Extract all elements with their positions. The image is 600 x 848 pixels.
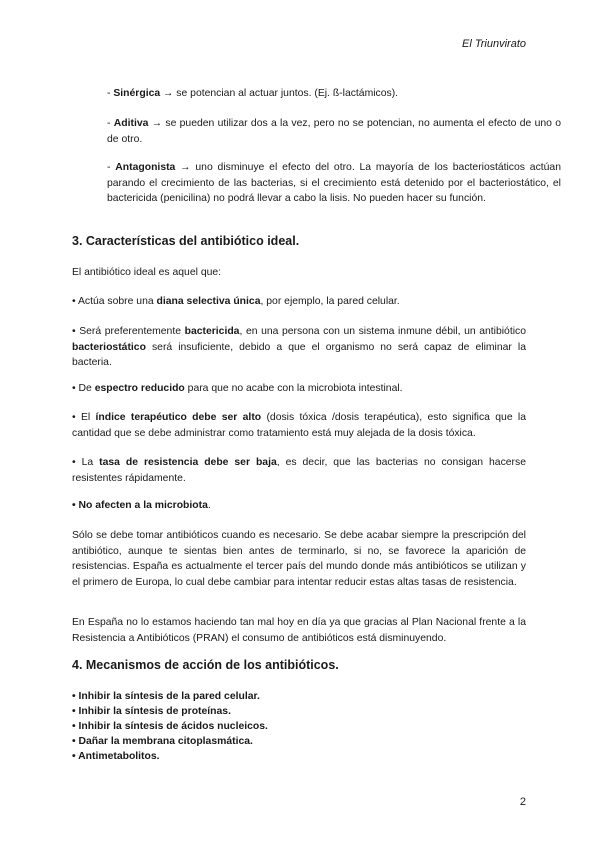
- b4-post: (dosis tóxica /dosis terapéutica), esto significa que la cantidad que se debe administrar como tratamiento está muy alejada de la dosis tóxica.: [72, 412, 527, 439]
- b1-post: , por ejemplo, la pared celular.: [260, 296, 400, 307]
- term-aditiva: Aditiva: [113, 118, 149, 129]
- section-4-heading: 4. Mecanismos de acción de los antibióticos.: [72, 658, 339, 672]
- b2-mid: , en una persona con un sistema inmune débil, un antibiótico: [239, 326, 527, 337]
- page-number: 2: [519, 796, 526, 808]
- b2-bold2: bacteriostático: [72, 341, 146, 353]
- b2-pre: • Será preferentemente: [72, 326, 185, 337]
- b2-bold1: bactericida: [184, 326, 240, 337]
- interaction-sinergica: - Sinérgica → se potencian al actuar juntos. (Ej. ß-lactámicos).: [107, 88, 399, 99]
- section-3-heading: 3. Características del antibiótico ideal.: [72, 234, 300, 248]
- bullet-microbiota: [72, 498, 526, 514]
- bullet-tasa: [72, 455, 526, 486]
- term-sinergica: Sinérgica: [113, 88, 161, 99]
- b5-bold: tasa de resistencia debe ser baja: [99, 457, 277, 468]
- b1-pre: • Actúa sobre una: [72, 296, 157, 307]
- text-sinergica: → se potencian al actuar juntos. (Ej. ß-lactámicos).: [160, 88, 399, 99]
- b6-bold: • No afecten a la microbiota: [72, 500, 208, 511]
- bullet-indice: [72, 410, 526, 441]
- b1-bold: diana selectiva única: [156, 296, 261, 307]
- text-antagonista: → uno disminuye el efecto del otro. La mayoría de los bacteriostáticos actúan parando el crecimiento de las bacterias, si el crecimiento está detenido por el bacteriostático, el bactericida (penicilina) no podrá llevar a cabo la lisis. No pueden hacer su función.: [107, 162, 561, 204]
- term-antagonista: Antagonista: [115, 162, 176, 173]
- bullet-diana: [72, 294, 526, 310]
- b2-post: será insuficiente, debido a que el organismo no será capaz de eliminar la bacteria.: [72, 341, 526, 368]
- paragraph-pran: En España no lo estamos haciendo tan mal hoy en día ya que gracias al Plan Nacional frente a la Resistencia a Antibióticos (PRAN) el consumo de antibióticos está disminuyendo.: [72, 617, 526, 644]
- running-header: El Triunvirato: [462, 38, 526, 50]
- bullet-bactericida: [72, 324, 526, 371]
- b6-post: .: [207, 500, 211, 511]
- b4-bold: índice terapéutico debe ser alto: [95, 412, 262, 423]
- interaction-aditiva: - Aditiva → se pueden utilizar dos a la vez, pero no se potencian, no aumenta el efecto de uno o de otro.: [107, 118, 561, 145]
- section-3-intro: El antibiótico ideal es aquel que:: [72, 267, 222, 278]
- paragraph-uso: Sólo se debe tomar antibióticos cuando es necesario. Se debe acabar siempre la prescripción del antibiótico, aunque te sientas bien antes de terminarlo, si no, se favorece la aparición de resistencias. España es actualmente el tercer país del mundo donde más antibióticos se utilizan y el primero de Europa, lo cual debe cambiar para intentar reducir estas altas tasas de resistencia.: [72, 530, 526, 588]
- b3-pre: • De: [72, 383, 95, 394]
- list-item: • Antimetabolitos.: [72, 751, 160, 762]
- list-item: • Inhibir la síntesis de proteínas.: [72, 706, 231, 717]
- interaction-antagonista: - Antagonista → uno disminuye el efecto del otro. La mayoría de los bacteriostáticos actúan parando el crecimiento de las bacterias, si el crecimiento está detenido por el bacteriostático, el bactericida (penicilina) no podrá llevar a cabo la lisis. No pueden hacer su función.: [107, 162, 561, 204]
- b4-pre: • El: [72, 412, 96, 423]
- b3-post: para que no acabe con la microbiota intestinal.: [184, 383, 403, 394]
- mechanisms-list: [72, 689, 268, 764]
- list-item: • Dañar la membrana citoplasmática.: [72, 736, 253, 747]
- b5-post: , es decir, que las bacterias no consigan hacerse resistentes rápidamente.: [72, 457, 526, 484]
- list-item: • Inhibir la síntesis de ácidos nucleicos.: [72, 721, 268, 732]
- b3-bold: espectro reducido: [94, 383, 185, 394]
- b5-pre: • La: [72, 457, 100, 468]
- bullet-espectro: [72, 381, 526, 397]
- list-item: • Inhibir la síntesis de la pared celular.: [72, 691, 260, 702]
- text-aditiva: → se pueden utilizar dos a la vez, pero no se potencian, no aumenta el efecto de uno o de otro.: [107, 118, 561, 145]
